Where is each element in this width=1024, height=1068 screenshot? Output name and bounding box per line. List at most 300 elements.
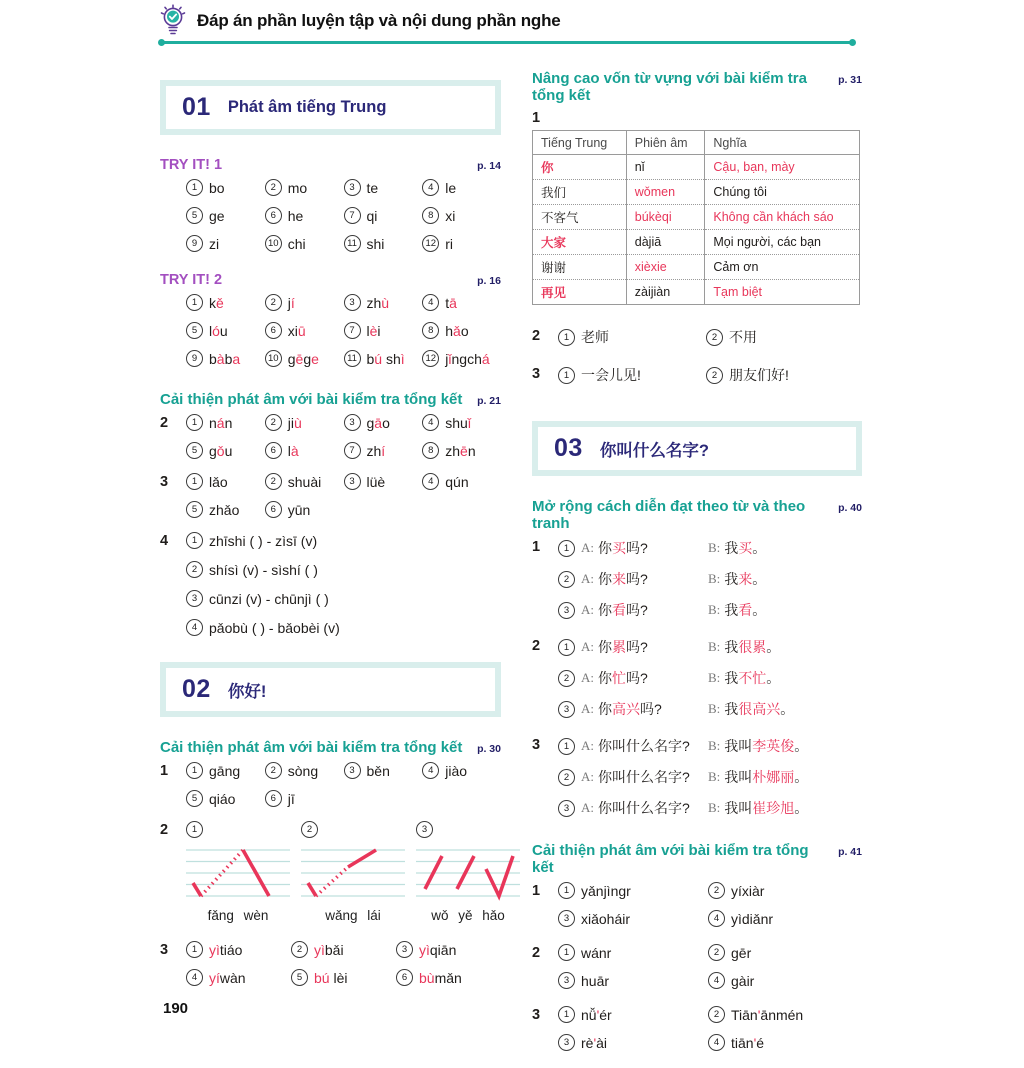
speaker-a-label: A:: [581, 670, 594, 685]
dialogue-a-text: 你买吗?: [598, 540, 648, 556]
vocab-table-cell: Không cần khách sáo: [705, 205, 860, 230]
answer-item: [291, 969, 396, 986]
answer-item: [396, 941, 501, 958]
dialogue-row: [558, 569, 862, 589]
exercise-row: [532, 538, 862, 620]
vocab-table-cell: Chúng tôi: [705, 180, 860, 205]
answer-grid: [186, 414, 501, 459]
speaker-b-label: B:: [708, 738, 721, 753]
speaker-a-label: A:: [581, 639, 594, 654]
answer-text: shi: [366, 235, 385, 252]
circled-number: 2: [265, 179, 282, 196]
answer-item: [708, 1034, 862, 1051]
circled-number: 8: [422, 207, 439, 224]
answer-grid: [558, 327, 862, 347]
highlight-red: e: [311, 350, 319, 367]
highlight-red: ā: [374, 414, 383, 431]
highlight-red: 买: [738, 540, 753, 556]
circled-number: 3: [558, 602, 575, 619]
circled-number: 1: [186, 762, 203, 779]
highlight-red: 看: [738, 602, 753, 618]
circled-number: 12: [422, 235, 439, 252]
answer-item: [558, 944, 708, 961]
circled-number: 3: [558, 910, 575, 927]
vocab-table-cell: 谢谢: [533, 255, 627, 280]
answer-item: [265, 442, 344, 459]
answer-grid: [186, 941, 501, 986]
exercise-row: [532, 882, 862, 927]
page-ref: p. 41: [838, 846, 862, 858]
circled-number: 9: [186, 235, 203, 252]
lightbulb-check-icon: [158, 4, 188, 38]
dialogue-row: [558, 668, 862, 688]
highlight-red: à: [290, 442, 299, 459]
answer-text: yìtiáo: [209, 941, 243, 958]
section-header-box: [160, 80, 501, 135]
dialogue-a-text: 你高兴吗?: [598, 701, 662, 717]
exercise-number: 1: [532, 883, 541, 899]
speaker-a-label: A:: [581, 800, 594, 815]
circled-number: 3: [344, 762, 361, 779]
speaker-b-label: B:: [708, 639, 721, 654]
tone-diagram-label: wǎng lái: [325, 908, 381, 923]
highlight-red: yí: [209, 969, 220, 986]
circled-number: 4: [708, 910, 725, 927]
exercise-number: 3: [532, 737, 541, 753]
circled-number: 1: [186, 473, 203, 490]
exercise-row: [160, 532, 501, 636]
circled-number: 8: [422, 322, 439, 339]
exercise-number: 2: [532, 945, 541, 961]
heading-row: [532, 842, 862, 876]
vocab-table-cell: 你: [533, 155, 627, 180]
answer-text: gǒu: [209, 442, 233, 459]
highlight-red: 很高兴: [738, 701, 781, 717]
answer-text: jiào: [445, 762, 468, 779]
circled-number: 4: [422, 414, 439, 431]
answer-text: qiáo: [209, 790, 236, 807]
circled-number: 1: [558, 540, 575, 557]
highlight-red: ': [757, 1006, 761, 1023]
circled-number: 2: [265, 762, 282, 779]
dialogue-a-text: 你来吗?: [598, 571, 648, 587]
vocab-table-cell: Cảm ơn: [705, 255, 860, 280]
dialogue-b-text: 我来。: [724, 571, 767, 587]
page-ref: p. 30: [477, 743, 501, 755]
dialogue-b-text: 我不忙。: [724, 670, 781, 686]
answer-item: [422, 350, 501, 367]
answer-item: [344, 762, 423, 779]
circled-number: 3: [558, 701, 575, 718]
exercise-row: [160, 473, 501, 518]
answer-text: cūnzi (v) - chūnjì ( ): [209, 590, 329, 607]
circled-number: 4: [422, 179, 439, 196]
highlight-red: ù: [381, 294, 390, 311]
exercise-row: [532, 637, 862, 719]
dialogue-b-text: 我很累。: [724, 639, 781, 655]
answer-item: [558, 1034, 708, 1051]
dialogue-a: [558, 668, 708, 688]
answer-text: bú shì: [366, 350, 405, 367]
answer-item: [186, 561, 501, 578]
dialogue-lines: [558, 538, 862, 620]
answer-item: [344, 235, 423, 252]
answer-text: tā: [445, 294, 457, 311]
speaker-b-label: B:: [708, 540, 721, 555]
vocab-table-cell: 不客气: [533, 205, 627, 230]
answer-item: [344, 442, 423, 459]
answer-text: gāo: [366, 414, 390, 431]
highlight-red: ú: [374, 350, 383, 367]
answer-item: [186, 294, 265, 311]
dialogue-a: [558, 699, 708, 719]
highlight-red: ā: [449, 294, 457, 311]
answer-lines: [186, 532, 501, 636]
highlight-red: ù: [293, 414, 302, 431]
answer-text: te: [366, 179, 379, 196]
section-title: Phát âm tiếng Trung: [227, 98, 387, 116]
answer-item: [186, 414, 265, 431]
answer-text: kě: [209, 294, 224, 311]
circled-number: 3: [344, 179, 361, 196]
answer-text: huār: [581, 972, 610, 989]
vocab-table-cell: Mọi người, các bạn: [705, 230, 860, 255]
answer-item: [344, 414, 423, 431]
exercise-row: [160, 821, 505, 923]
highlight-red: ': [596, 1006, 600, 1023]
answer-text: yǎnjìngr: [581, 882, 631, 899]
answer-item: [186, 590, 501, 607]
answer-text: lèi: [366, 322, 381, 339]
circled-number: 11: [344, 350, 361, 367]
speaker-a-label: A:: [581, 571, 594, 586]
dialogue-row: [558, 637, 862, 657]
dialogue-a-text: 你忙吗?: [598, 670, 648, 686]
speaker-a-label: A:: [581, 701, 594, 716]
answer-grid: [186, 179, 501, 252]
circled-number: 2: [706, 329, 723, 346]
highlight-red: á: [481, 350, 490, 367]
page-title: Đáp án phần luyện tập và nội dung phần nghe: [197, 11, 561, 30]
answer-item: [344, 322, 423, 339]
heading-row: [532, 498, 862, 532]
answer-text: gēge: [287, 350, 319, 367]
highlight-red: ǒ: [216, 442, 225, 459]
circled-number: 2: [708, 882, 725, 899]
dialogue-lines: [558, 637, 862, 719]
highlight-red: ': [753, 1034, 757, 1051]
answer-text: zhí: [366, 442, 386, 459]
highlight-red: ì: [400, 350, 405, 367]
section-header-inner: [166, 86, 495, 129]
speaker-a-label: A:: [581, 540, 594, 555]
vocab-table-cell: wǒmen: [626, 180, 705, 205]
answer-grid: [186, 473, 501, 518]
section-heading: Mở rộng cách diễn đạt theo từ và theo tranh: [532, 498, 806, 532]
dialogue-b: [708, 668, 862, 688]
dialogue-b: [708, 736, 862, 756]
highlight-red: 朴娜丽: [752, 769, 795, 785]
answer-item: [265, 501, 344, 518]
vocab-table-header-cell: Nghĩa: [705, 131, 860, 155]
circled-number: 1: [186, 532, 203, 549]
dialogue-a-text: 你叫什么名字?: [598, 800, 690, 816]
circled-number: 4: [186, 619, 203, 636]
page-ref: p. 14: [477, 160, 501, 172]
highlight-red: 崔珍旭: [752, 800, 795, 816]
circled-number: 2: [558, 571, 575, 588]
answer-text: mo: [287, 179, 308, 196]
circled-number: 2: [558, 769, 575, 786]
dialogue-b: [708, 767, 862, 787]
answer-text: Tiān'ānmén: [731, 1006, 804, 1023]
section-number: 01: [182, 93, 211, 121]
exercise-row: [532, 365, 862, 385]
speaker-a-label: A:: [581, 602, 594, 617]
answer-item: [708, 944, 862, 961]
answer-text: 老师: [581, 329, 609, 345]
answer-item: [396, 969, 501, 986]
circled-number: 7: [344, 442, 361, 459]
highlight-red: ǐ: [448, 350, 452, 367]
answer-item: [422, 442, 501, 459]
circled-number: 12: [422, 350, 439, 367]
highlight-red: 来: [738, 571, 753, 587]
highlight-red: 买: [612, 540, 626, 556]
highlight-red: yì: [314, 941, 325, 958]
circled-number: 1: [186, 294, 203, 311]
dialogue-a: [558, 736, 708, 756]
highlight-red: í: [381, 442, 386, 459]
circled-number: 2: [265, 294, 282, 311]
circled-number: 3: [558, 972, 575, 989]
section-heading: Cải thiện phát âm với bài kiểm tra tổng kết: [160, 391, 463, 408]
dialogue-b: [708, 569, 862, 589]
highlight-red: ǐ: [467, 414, 471, 431]
dialogue-a-text: 你叫什么名字?: [598, 738, 690, 754]
vocab-table-header-row: [533, 131, 860, 155]
answer-text: nán: [209, 414, 233, 431]
answer-item: [265, 414, 344, 431]
circled-number: 4: [422, 294, 439, 311]
exercise-number: 3: [160, 474, 169, 490]
answer-item: [422, 322, 501, 339]
exercise-number: 3: [532, 366, 541, 382]
answer-text: chi: [287, 235, 306, 252]
answer-item: [265, 473, 344, 490]
answer-text: gāng: [209, 762, 241, 779]
exercise-row: [532, 1006, 862, 1051]
answer-item: [186, 762, 265, 779]
speaker-b-label: B:: [708, 602, 721, 617]
answer-text: tiān'é: [731, 1034, 765, 1051]
section-heading: Cải thiện phát âm với bài kiểm tra tổng kết: [532, 842, 809, 876]
circled-number: 1: [558, 329, 575, 346]
highlight-red: ē: [460, 442, 468, 459]
page-ref: p. 21: [477, 395, 501, 407]
answer-item: [344, 179, 423, 196]
answer-item: [558, 972, 708, 989]
section-number: 02: [182, 675, 211, 703]
answer-text: bú lèi: [314, 969, 348, 986]
answer-item: [265, 207, 344, 224]
section-heading: TRY IT! 1: [160, 157, 223, 173]
answer-item: [706, 327, 862, 347]
answer-item: [344, 294, 423, 311]
answer-text: zi: [209, 235, 220, 252]
heading-row: [160, 272, 501, 288]
answer-item: [422, 762, 501, 779]
answer-text: pǎobù ( ) - bǎobèi (v): [209, 619, 340, 636]
answer-text: le: [445, 179, 457, 196]
vocab-table-row: [533, 255, 860, 280]
heading-row: [160, 739, 501, 756]
exercise-number: 2: [532, 638, 541, 654]
vocab-table-cell: búkèqi: [626, 205, 705, 230]
vocab-table-cell: 我们: [533, 180, 627, 205]
right-column: [532, 70, 862, 1068]
circled-number: 4: [708, 972, 725, 989]
speaker-b-label: B:: [708, 571, 721, 586]
vocab-table-row: [533, 230, 860, 255]
dialogue-row: [558, 600, 862, 620]
page-number: 190: [163, 1000, 189, 1017]
answer-text: jī: [287, 790, 295, 807]
circled-number: 3: [186, 590, 203, 607]
answer-item: [186, 235, 265, 252]
answer-item: [708, 972, 862, 989]
vocab-table-header-cell: Tiếng Trung: [533, 131, 627, 155]
circled-number: 6: [396, 969, 413, 986]
page-ref: p. 16: [477, 275, 501, 287]
highlight-red: à: [216, 350, 225, 367]
answer-text: zhīshi ( ) - zìsī (v): [209, 532, 318, 549]
highlight-red: ē: [295, 350, 304, 367]
highlight-red: è: [369, 322, 378, 339]
vocab-table-row: [533, 280, 860, 305]
exercise-row: [160, 762, 501, 807]
answer-text: qún: [445, 473, 469, 490]
circled-number: 5: [186, 322, 203, 339]
circled-number: 5: [186, 207, 203, 224]
exercise-number: 2: [160, 822, 169, 838]
circled-number: 8: [422, 442, 439, 459]
answer-text: yūn: [287, 501, 311, 518]
circled-number: 2: [708, 944, 725, 961]
circled-number: 3: [344, 473, 361, 490]
section-header-box: [532, 421, 862, 476]
vocab-table-cell: dàjiā: [626, 230, 705, 255]
highlight-red: ǎ: [453, 322, 461, 339]
dialogue-a-text: 你看吗?: [598, 602, 648, 618]
highlight-red: yì: [209, 941, 220, 958]
answer-text: bàba: [209, 350, 241, 367]
page-ref: p. 31: [838, 74, 862, 86]
left-column: [160, 80, 505, 1000]
section-heading: Nâng cao vốn từ vựng với bài kiểm tra tổng kết: [532, 70, 807, 104]
section-header-inner: [538, 427, 856, 470]
circled-number: 2: [265, 473, 282, 490]
answer-item: [186, 207, 265, 224]
answer-item: [708, 1006, 862, 1023]
highlight-red: ū: [297, 322, 306, 339]
circled-number: 2: [558, 670, 575, 687]
exercise-row: [160, 414, 501, 459]
exercise-row: [160, 941, 501, 986]
circled-number: 3: [558, 800, 575, 817]
answer-grid: [558, 944, 862, 989]
answer-text: shuǐ: [445, 414, 471, 431]
page-header: [158, 4, 858, 38]
highlight-red: í: [290, 294, 295, 311]
circled-number: 1: [558, 639, 575, 656]
section-title: 你叫什么名字?: [599, 441, 709, 460]
dialogue-a: [558, 600, 708, 620]
circled-number: 10: [265, 235, 282, 252]
section-heading: Cải thiện phát âm với bài kiểm tra tổng kết: [160, 739, 463, 756]
highlight-red: 不忙: [738, 670, 767, 686]
answer-text: hǎo: [445, 322, 469, 339]
heading-row: [160, 391, 501, 408]
answer-text: wánr: [581, 944, 612, 961]
answer-item: [422, 473, 501, 490]
answer-text: rè'ài: [581, 1034, 608, 1051]
answer-item: [265, 790, 344, 807]
answer-text: zhù: [366, 294, 390, 311]
section-header-box: [160, 662, 501, 717]
highlight-red: bù: [419, 969, 435, 986]
answer-item: [422, 235, 501, 252]
vocab-table-cell: xièxie: [626, 255, 705, 280]
tone-contour-svg: [186, 843, 290, 903]
dialogue-row: [558, 767, 862, 787]
speaker-a-label: A:: [581, 738, 594, 753]
circled-number: 11: [344, 235, 361, 252]
answer-item: [422, 207, 501, 224]
answer-item: [186, 442, 265, 459]
answer-grid: [186, 762, 501, 807]
dialogue-b: [708, 798, 862, 818]
circled-number: 3: [416, 821, 433, 838]
speaker-b-label: B:: [708, 670, 721, 685]
circled-number: 4: [422, 762, 439, 779]
circled-number: 3: [344, 294, 361, 311]
dialogue-b-text: 我看。: [724, 602, 767, 618]
speaker-b-label: B:: [708, 800, 721, 815]
circled-number: 1: [186, 941, 203, 958]
answer-text: nǚ'ér: [581, 1006, 612, 1023]
answer-item: [558, 882, 708, 899]
vocab-table-cell: 大家: [533, 230, 627, 255]
answer-item: [186, 473, 265, 490]
answer-item: [422, 294, 501, 311]
circled-number: 10: [265, 350, 282, 367]
section-heading: TRY IT! 2: [160, 272, 223, 288]
highlight-red: 来: [612, 571, 626, 587]
answer-text: 一会儿见!: [581, 367, 641, 383]
circled-number: 6: [265, 207, 282, 224]
answer-text: shísì (v) - sìshí ( ): [209, 561, 318, 578]
vocab-table-cell: nǐ: [626, 155, 705, 180]
answer-text: xiū: [287, 322, 306, 339]
circled-number: 5: [186, 790, 203, 807]
answer-text: qi: [366, 207, 378, 224]
answer-item: [186, 790, 265, 807]
section-header-inner: [166, 668, 495, 711]
tone-diagram: [301, 821, 405, 923]
answer-text: yìqiān: [419, 941, 457, 958]
answer-item: [558, 910, 708, 927]
